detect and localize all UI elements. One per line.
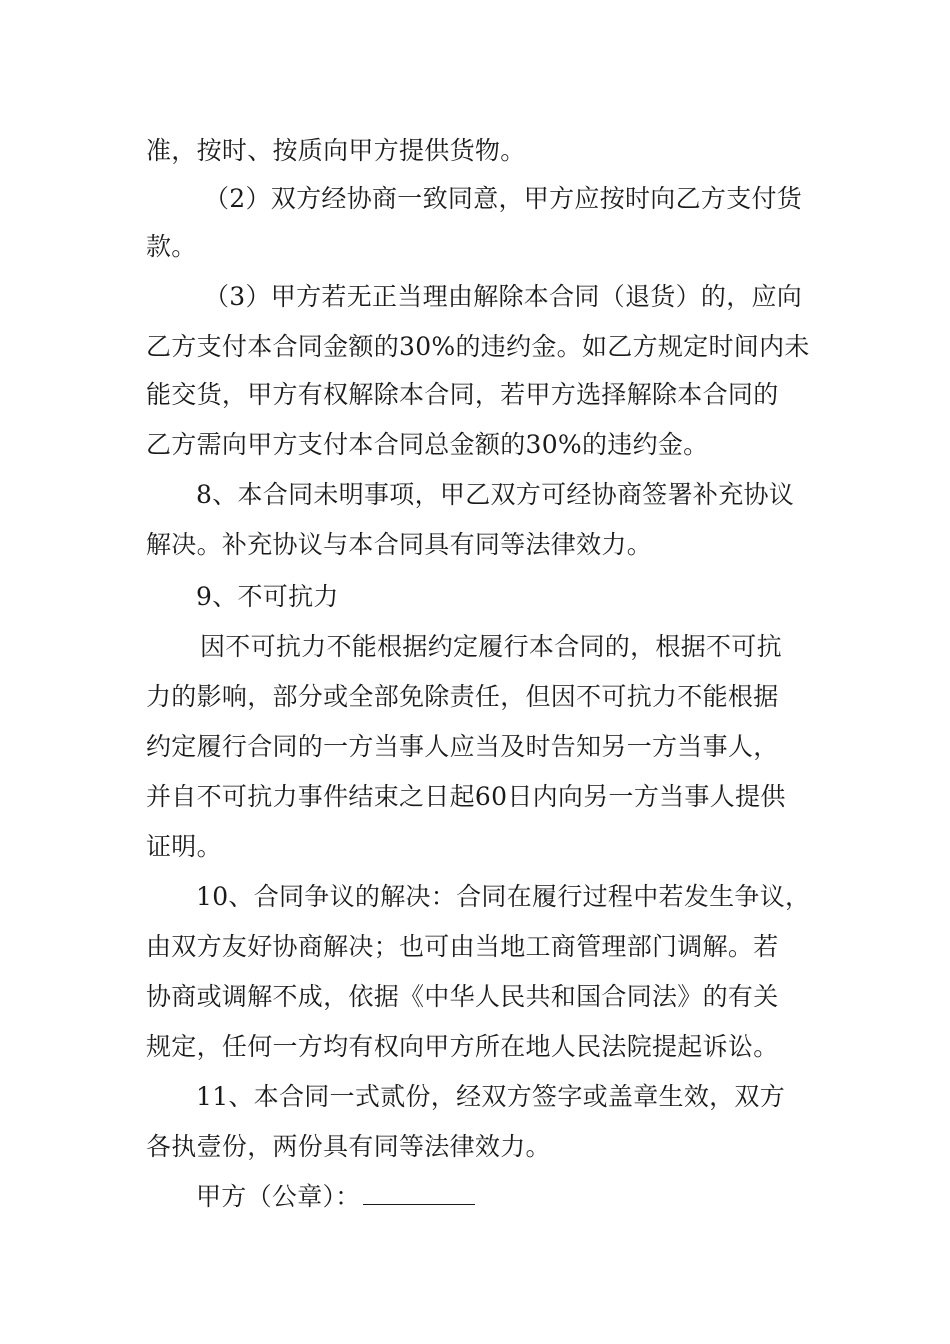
text-line: 解决。补充协议与本合同具有同等法律效力。 xyxy=(146,530,653,559)
text-line: 证明。 xyxy=(146,832,222,861)
text-line: 8、本合同未明事项，甲乙双方可经协商签署补充协议 xyxy=(196,480,795,509)
text-line: 约定履行合同的一方当事人应当及时告知另一方当事人， xyxy=(146,732,779,761)
text-line: 能交货，甲方有权解除本合同，若甲方选择解除本合同的 xyxy=(146,380,779,409)
text-line: （3）甲方若无正当理由解除本合同（退货）的，应向 xyxy=(204,282,803,311)
text-line: 乙方需向甲方支付本合同总金额的30%的违约金。 xyxy=(146,430,709,459)
text-line: 10、合同争议的解决：合同在履行过程中若发生争议， xyxy=(196,882,811,911)
signature-line xyxy=(196,1182,475,1212)
text-line: 力的影响，部分或全部免除责任，但因不可抗力不能根据 xyxy=(146,682,779,711)
text-line: 由双方友好协商解决；也可由当地工商管理部门调解。若 xyxy=(146,932,779,961)
text-line: 9、不可抗力 xyxy=(196,582,339,611)
text-line: 因不可抗力不能根据约定履行本合同的，根据不可抗 xyxy=(200,632,782,661)
text-line: （2）双方经协商一致同意，甲方应按时向乙方支付货 xyxy=(204,184,803,213)
party-a-signature-blank[interactable] xyxy=(363,1182,475,1205)
party-a-seal-label: 甲方（公章）： xyxy=(196,1182,361,1211)
text-line: 准，按时、按质向甲方提供货物。 xyxy=(146,136,526,165)
text-line: 乙方支付本合同金额的30%的违约金。如乙方规定时间内未 xyxy=(146,332,810,361)
text-line: 协商或调解不成，依据《中华人民共和国合同法》的有关 xyxy=(146,982,779,1011)
text-line: 11、本合同一式贰份，经双方签字或盖章生效，双方 xyxy=(196,1082,786,1111)
text-line: 各执壹份，两份具有同等法律效力。 xyxy=(146,1132,551,1161)
text-line: 并自不可抗力事件结束之日起60日内向另一方当事人提供 xyxy=(146,782,786,811)
text-line: 规定，任何一方均有权向甲方所在地人民法院提起诉讼。 xyxy=(146,1032,779,1061)
text-line: 款。 xyxy=(146,232,197,261)
